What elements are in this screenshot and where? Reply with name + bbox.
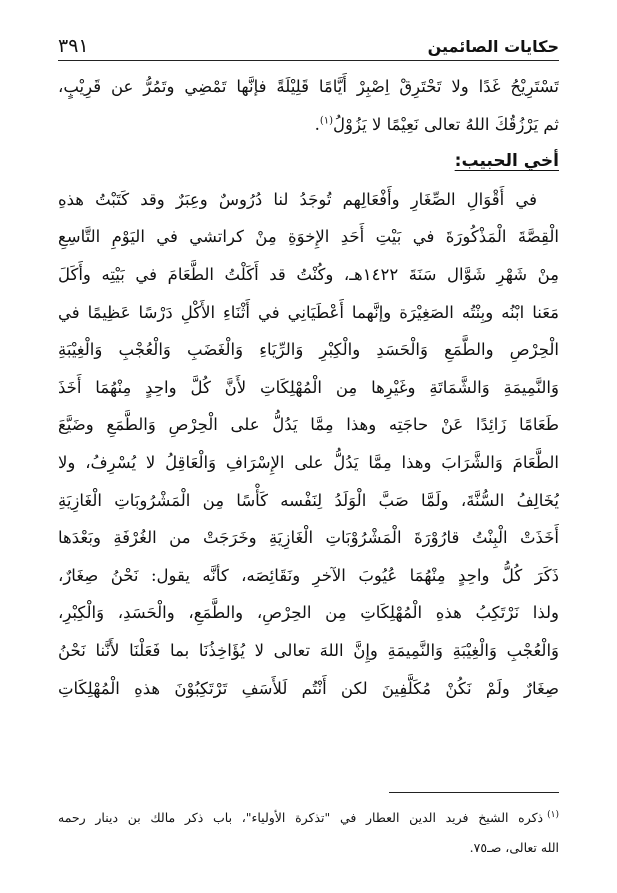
book-title: حكايات الصائمين [427, 37, 559, 56]
paragraph-line: الْحِرْصِ والطَّمَعِ وَالْحَسَدِ والْكِبْرِ وَالرِّيَاءِ وَالْغَضَبِ وَالْعُجْبِ وَالْغِيْبَةِ [58, 340, 559, 360]
footnote-line [58, 803, 559, 833]
footnote-marker: (١) [547, 809, 559, 820]
paragraph-line: مِنْ شَهْرِ شَوَّال سَنَةَ ١٤٢٢هـ، وكُنْتُ قد أَكَلْتُ الطَّعَامَ في بَيْتِه وأَكَلَ [58, 264, 559, 284]
paragraph-line: يُخَالِفُ السُّنَّةَ، ولَمَّا صَبَّ الْوَلَدُ لِنَفْسه كَأْسًا مِن الْمَشْرُوبَاتِ الْغَازِيَةِ [58, 490, 559, 510]
text-line: تَسْتَرِيْحُ غَدًا ولا تَحْتَرِقْ اِصْبِرْ أَيَّامًا قَلِيْلَةً فإنَّها تَمْضِي وتَمُرُّ عن قَرِيْبٍ، [58, 77, 559, 96]
running-header [58, 26, 559, 61]
paragraph-line: وَالْعُجْبِ وَالْغِيْبَةِ وَالنَّمِيمَةِ وإِنَّ اللهَ تعالى لا يُؤَاخِذُنَا بما فَعَلْنَا لأَنَّنا نَحْنُ [58, 640, 559, 660]
footnote-separator [389, 792, 559, 793]
paragraph-line: أَخَذَتْ الْبِنْتُ قارُوْرَةَ الْمَشْرُوْبَاتِ الْغَازِيَةِ وخَرَجَتْ من الغُرْفَةِ وبَعْدَها [58, 528, 559, 548]
footnote-reference[interactable]: (١) [319, 115, 334, 127]
main-text [58, 68, 559, 707]
text-line [58, 106, 559, 144]
paragraph-line: طَعَامًا زَائِدًا عَنْ حاجَتِه وهذا مِمَّا يَدُلُّ على الْحِرْصِ وَالطَّمَعِ وضَيَّعَ [58, 415, 559, 435]
paragraph-line: في أَقْوَالِ الصِّغَارِ وأَفْعَالِهم تُوجَدُ لنا دُرُوسٌ وعِبَرٌ وقد كَتَبْتُ هذهِ [58, 189, 537, 209]
paragraph-line: ولذا نَرْتَكِبُ هذهِ الْمُهْلِكَاتِ مِن الحِرْصِ، والطَّمَعِ، والْحَسَدِ، وَالْكِبْرِ، [58, 603, 559, 623]
sentence-end: . [314, 114, 320, 134]
text-line-content: ثم يَرْزُقُكَ اللهُ تعالى نَعِيْمًا لا يَزُوْلُ [333, 114, 559, 134]
paragraph-line: وَالنَّمِيمَةِ وَالشَّمَاتَةِ وغَيْرِها مِن الْمُهْلِكَاتِ لأَنَّ كُلَّ واحِدٍ مِنْهُمَا أَخَذَ [58, 377, 559, 397]
footnote-text: ذكره الشيخ فريد الدين العطار في "تذكرة الأولياء"، باب ذكر مالك بن دينار رحمه [58, 810, 544, 825]
paragraph-line: الطَّعَامَ وَالشَّرَابَ وهذا مِمَّا يَدُلُّ على الإِسْرَافِ وَالْعَاقِلُ لا يُسْرِفُ، ولا [58, 452, 559, 472]
paragraph-line: صِغَارٌ ولَمْ نَكُنْ مُكَلَّفِينَ لكن أَنْتُم لَلأَسَفِ تَرْتَكِبُوْنَ هذهِ الْمُهْلِكَاتِ [58, 678, 559, 698]
page-number: ٣٩١ [58, 35, 89, 57]
section-subheading: أخي الحبيب: [454, 151, 559, 172]
footnotes [58, 803, 559, 863]
footnote-line: الله تعالى، صـ٧٥. [469, 840, 559, 855]
paragraph-line: الْقِصَّةَ الْمَذْكُورَةَ في بَيْتِ أَحَدِ الإِخوَةِ مِنْ كراتشي في اليَوْمِ التَّاسِعِ [58, 227, 559, 247]
paragraph-line: ذَكَرَ كُلُّ واحِدٍ مِنْهُمَا عُيُوبَ الآخرِ ونَقَائِصَه، كأنَّه يقول: نَحْنُ صِغَارٌ، [58, 565, 559, 585]
paragraph-line: مَعَنا ابْنُه وبِنْتُه الصَغِيْرَة وإنَّهما أَعْطَيَانِي في أَثْنَاءِ الأَكْلِ دَرْسًا عَظِيمًا في [58, 302, 559, 322]
